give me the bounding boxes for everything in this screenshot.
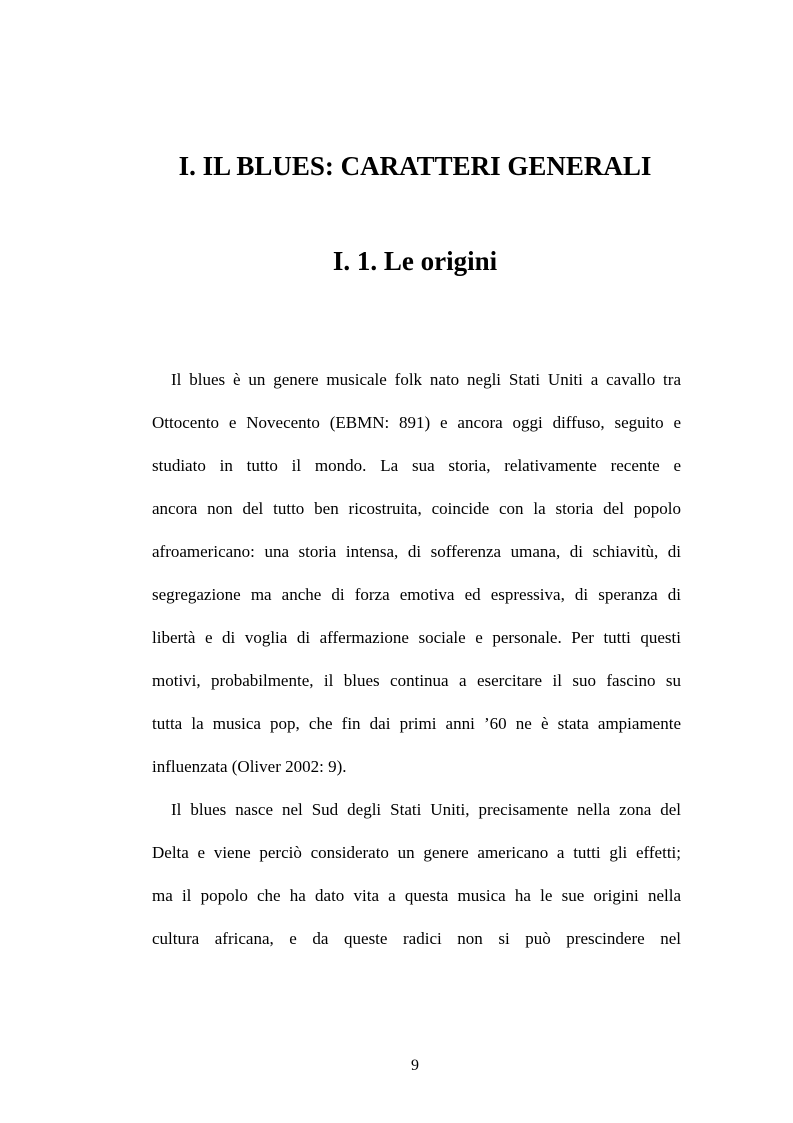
text-line: ancora non del tutto ben ricostruita, coincide con la storia del popolo [152,499,681,518]
text-line: segregazione ma anche di forza emotiva ed espressiva, di speranza di [152,585,681,604]
text-line: ma il popolo che ha dato vita a questa musica ha le sue origini nella [152,886,681,905]
text-line: Il blues nasce nel Sud degli Stati Uniti, precisamente nella zona del [171,800,681,819]
text-line: afroamericano: una storia intensa, di sofferenza umana, di schiavitù, di [152,542,681,561]
page-number: 9 [411,1057,419,1074]
text-line: cultura africana, e da queste radici non si può prescindere nel [152,929,681,948]
text-line: studiato in tutto il mondo. La sua storia, relativamente recente e [152,456,681,475]
text-line: libertà e di voglia di affermazione sociale e personale. Per tutti questi [152,628,681,647]
text-line: Delta e viene perciò considerato un genere americano a tutti gli effetti; [152,843,681,862]
paragraph-1 [152,358,681,788]
paragraph-2 [152,788,681,960]
text-line: tutta la musica pop, che fin dai primi anni ’60 ne è stata ampiamente [152,714,681,733]
text-line: Ottocento e Novecento (EBMN: 891) e ancora oggi diffuso, seguito e [152,413,681,432]
chapter-title: I. IL BLUES: CARATTERI GENERALI [178,151,652,181]
section-title: I. 1. Le origini [332,246,498,276]
text-line: Il blues è un genere musicale folk nato negli Stati Uniti a cavallo tra [171,370,681,389]
text-line: motivi, probabilmente, il blues continua a esercitare il suo fascino su [152,671,681,690]
text-line: influenzata (Oliver 2002: 9). [152,757,347,776]
body-text [152,358,681,960]
